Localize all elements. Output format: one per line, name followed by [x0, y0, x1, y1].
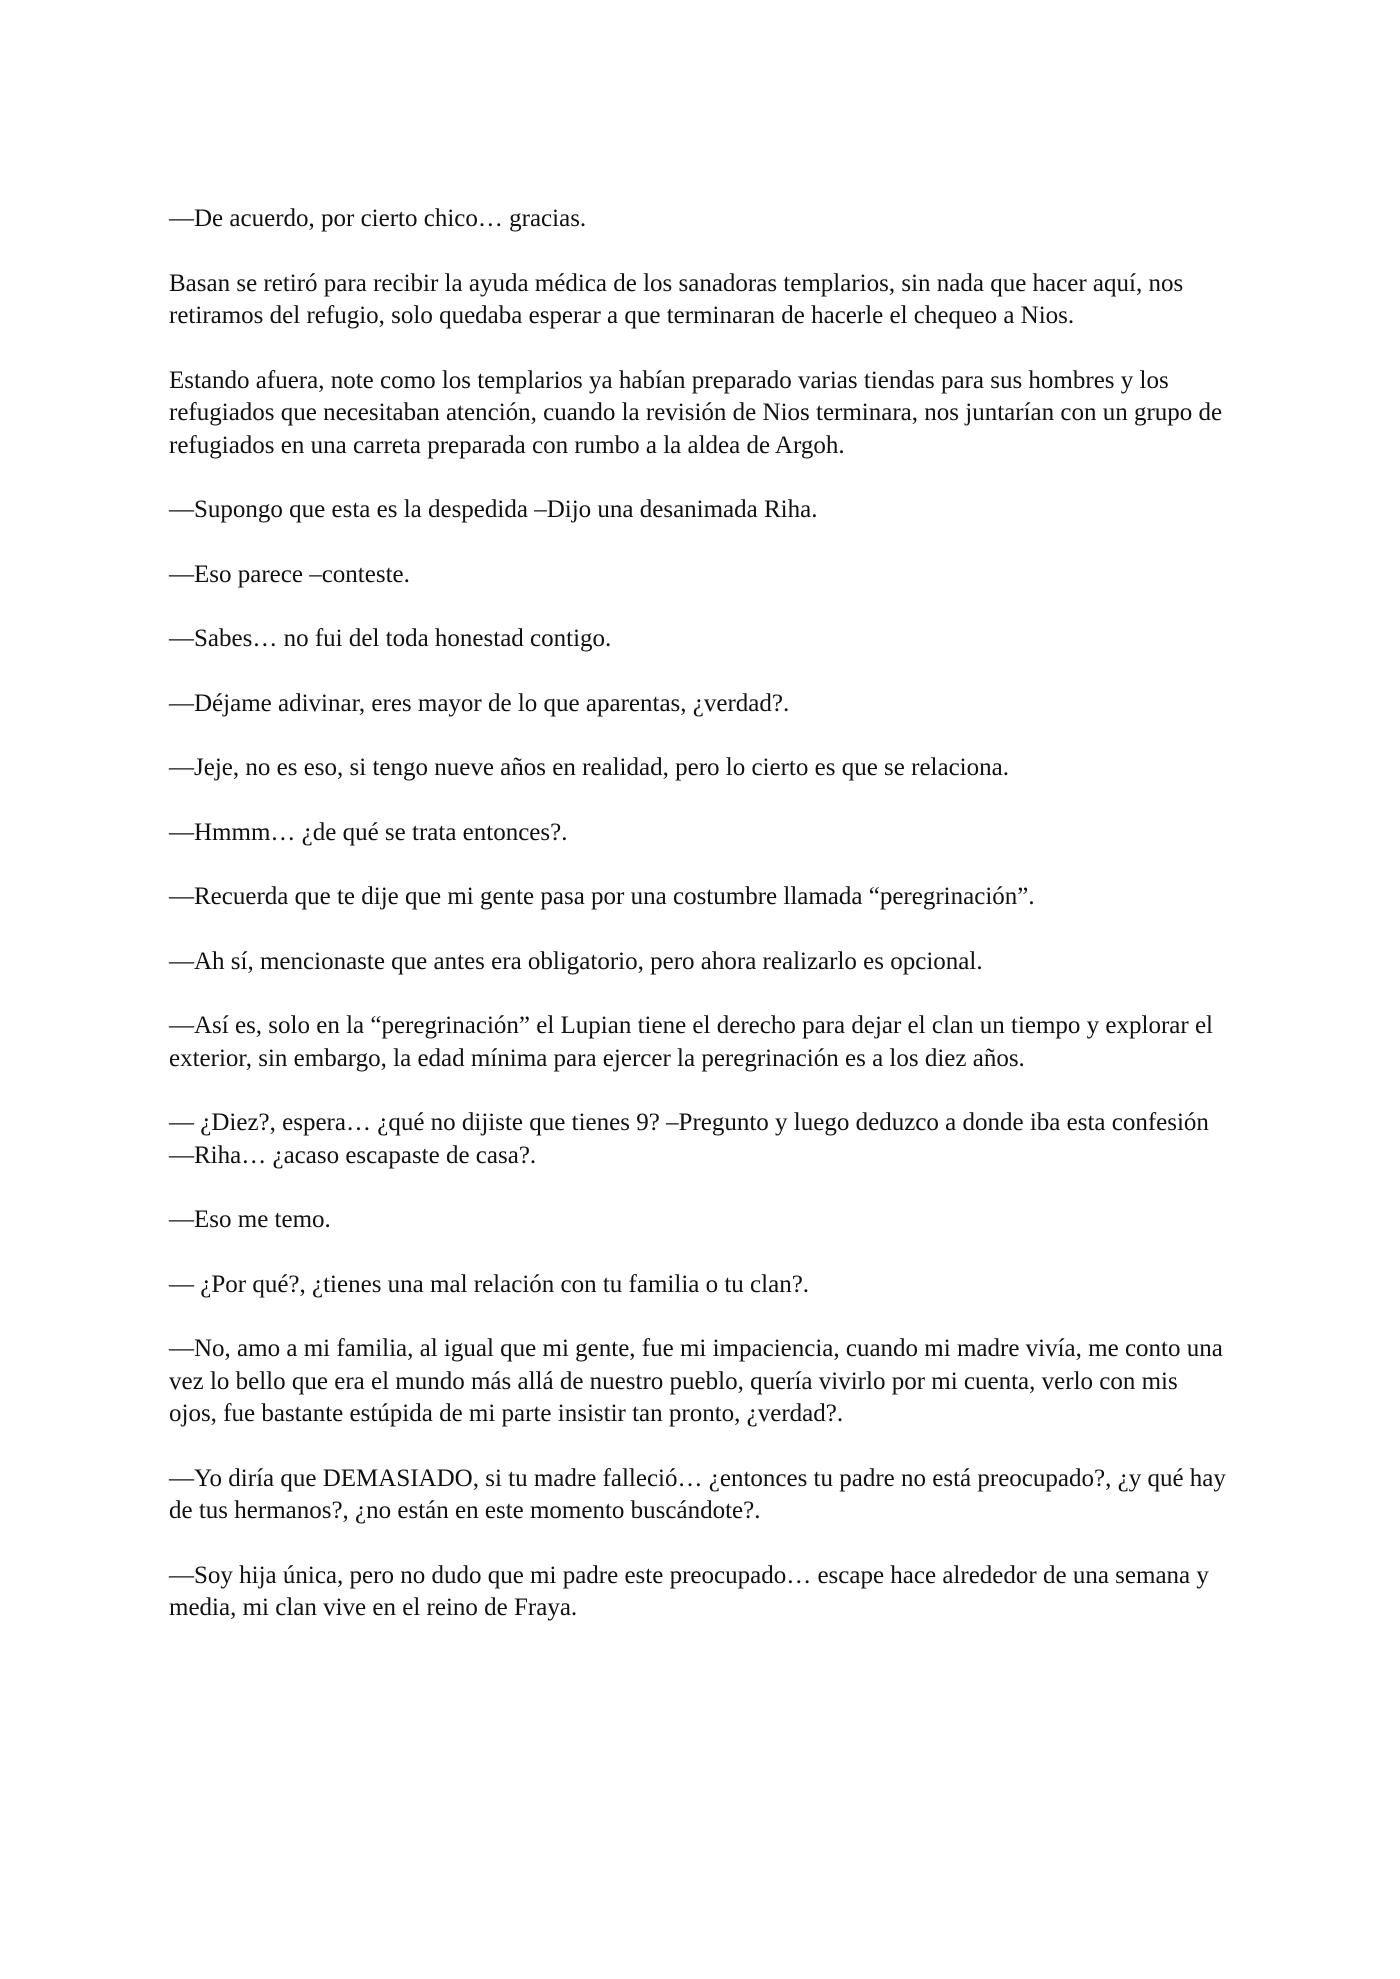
paragraph: Estando afuera, note como los templarios ya habían preparado varias tiendas para sus hombres y los refugiados que necesitaban atención, cuando la revisión de Nios terminara, nos juntarían con un grupo de refugiados en una carreta preparada con rumbo a la aldea de Argoh.: [169, 366, 1223, 459]
paragraph: —Supongo que esta es la despedida –Dijo una desanimada Riha.: [169, 496, 818, 523]
paragraph: —Jeje, no es eso, si tengo nueve años en realidad, pero lo cierto es que se relaciona.: [169, 754, 1009, 781]
paragraph: — ¿Diez?, espera… ¿qué no dijiste que tienes 9? –Pregunto y luego deduzco a donde iba esta confesión —Riha… ¿acaso escapaste de casa?.: [169, 1109, 1209, 1169]
paragraph: — ¿Por qué?, ¿tienes una mal relación con tu familia o tu clan?.: [169, 1270, 810, 1298]
paragraph: —De acuerdo, por cierto chico… gracias.: [169, 205, 587, 232]
paragraph: —Así es, solo en la “peregrinación” el Lupian tiene el derecho para dejar el clan un tiempo y explorar el exterior, sin embargo, la edad mínima para ejercer la peregrinación es a los diez años.: [169, 1012, 1214, 1072]
paragraph: —Eso parece –conteste.: [169, 560, 410, 588]
paragraph: Basan se retiró para recibir la ayuda médica de los sanadoras templarios, sin nada que hacer aquí, nos retiramos del refugio, solo quedaba esperar a que terminaran de hacerle el chequeo a Nios.: [169, 269, 1184, 329]
paragraph: —Déjame adivinar, eres mayor de lo que aparentas, ¿verdad?.: [169, 689, 790, 717]
paragraph: —No, amo a mi familia, al igual que mi gente, fue mi impaciencia, cuando mi madre vivía, me conto una vez lo bello que era el mundo más allá de nuestro pueblo, quería vivirlo por mi cuenta, verlo con mis ojos, fue bastante estúpida de mi parte insistir tan pronto, ¿verdad?.: [169, 1335, 1223, 1427]
paragraph: —Eso me temo.: [169, 1206, 331, 1233]
paragraph: —Yo diría que DEMASIADO, si tu madre falleció… ¿entonces tu padre no está preocupado?, ¿y qué hay de tus hermanos?, ¿no están en este momento buscándote?.: [169, 1464, 1226, 1524]
paragraph: —Soy hija única, pero no dudo que mi padre este preocupado… escape hace alrededor de una semana y media, mi clan vive en el reino de Fraya.: [169, 1561, 1209, 1621]
paragraph: —Recuerda que te dije que mi gente pasa por una costumbre llamada “peregrinación”.: [169, 883, 1035, 910]
paragraph: —Ah sí, mencionaste que antes era obligatorio, pero ahora realizarlo es opcional.: [169, 947, 983, 975]
paragraph: —Sabes… no fui del toda honestad contigo.: [169, 625, 612, 652]
paragraph: —Hmmm… ¿de qué se trata entonces?.: [169, 818, 568, 846]
